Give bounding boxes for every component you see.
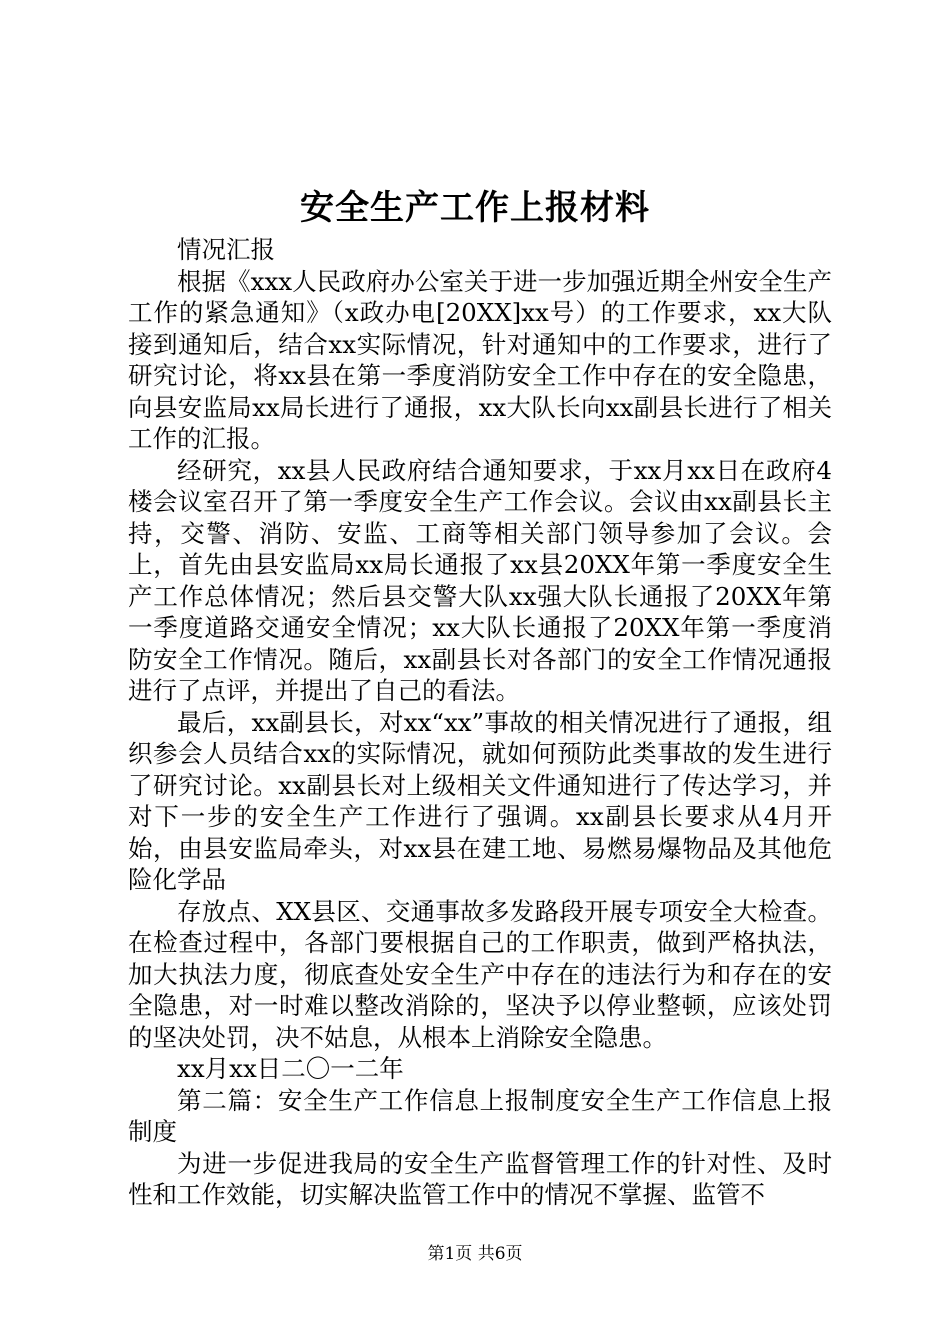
date-line: xx月xx日二〇一二年: [177, 1054, 404, 1083]
body-paragraph: 经研究，xx县人民政府结合通知要求，于xx月xx日在政府4楼会议室召开了第一季度安全生产工作会议。会议由xx副县长主持，交警、消防、安监、工商等相关部门领导参加了会议。会上，首先由县安监局xx局长通报了xx县20XX年第一季度安全生产工作总体情况；然后县交警大队xx强大队长通报了20XX年第一季度道路交通安全情况；xx大队长通报了20XX年第一季度消防安全工作情况。随后，xx副县长对各部门的安全工作情况通报进行了点评，并提出了自己的看法。: [128, 455, 832, 705]
document-body: [128, 234, 832, 1211]
body-paragraph: 最后，xx副县长，对xx“xx”事故的相关情况进行了通报，组织参会人员结合xx的实际情况，就如何预防此类事故的发生进行了研究讨论。xx副县长对上级相关文件通知进行了传达学习，并对下一步的安全生产工作进行了强调。xx副县长要求从4月开始，由县安监局牵头，对xx县在建工地、易燃易爆物品及其他危险化学品: [128, 707, 832, 894]
body-paragraph: 为进一步促进我局的安全生产监督管理工作的针对性、及时性和工作效能，切实解决监管工作中的情况不掌握、监管不: [128, 1148, 832, 1209]
body-paragraph: 根据《xxx人民政府办公室关于进一步加强近期全州安全生产工作的紧急通知》（x政办电[20XX]xx号）的工作要求，xx大队接到通知后，结合xx实际情况，针对通知中的工作要求，进行了研究讨论，将xx县在第一季度消防安全工作中存在的安全隐患，向县安监局xx局长进行了通报，xx大队长向xx副县长进行了相关工作的汇报。: [128, 266, 832, 453]
chapter-heading: 第二篇：安全生产工作信息上报制度安全生产工作信息上报制度: [128, 1085, 832, 1146]
document-title: 安全生产工作上报材料: [300, 188, 650, 228]
page-number: 第1页 共6页: [427, 1244, 523, 1264]
body-paragraph: 存放点、XX县区、交通事故多发路段开展专项安全大检查。在检查过程中，各部门要根据自己的工作职责，做到严格执法，加大执法力度，彻底查处安全生产中存在的违法行为和存在的安全隐患，对一时难以整改消除的，坚决予以停业整顿，应该处罚的坚决处罚，决不姑息，从根本上消除安全隐患。: [128, 896, 832, 1052]
section-heading: 情况汇报: [177, 235, 275, 264]
